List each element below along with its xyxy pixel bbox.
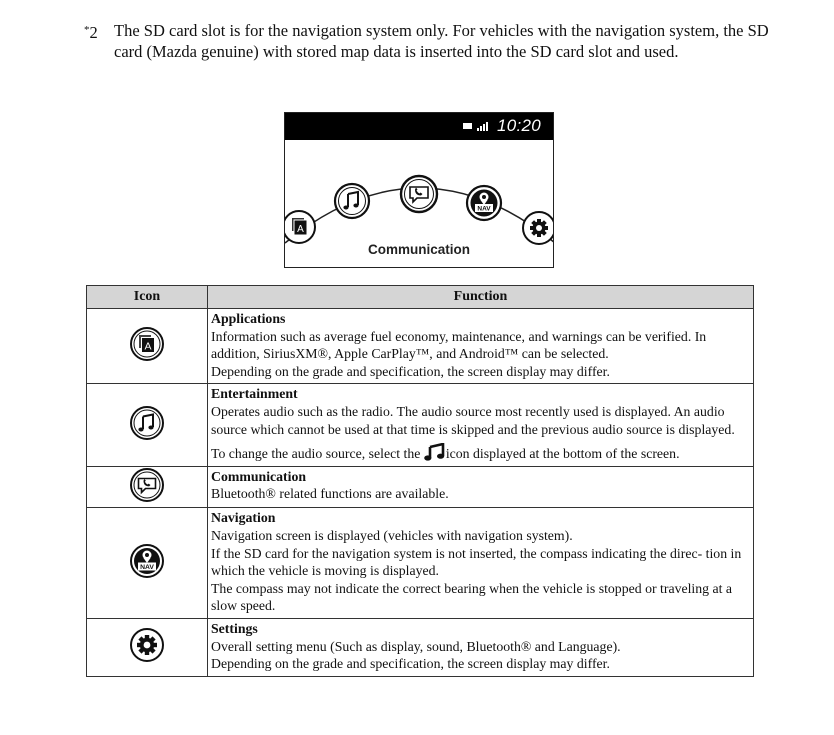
table-row xyxy=(87,384,754,466)
phone-icon xyxy=(129,467,165,503)
function-text: Navigation screen is displayed (vehicles with navigation system). xyxy=(211,527,573,543)
applications-icon xyxy=(129,326,165,362)
icon-column-header: Icon xyxy=(87,286,208,309)
icon-cell xyxy=(87,508,208,619)
function-cell xyxy=(208,309,754,384)
home-screen-illustration xyxy=(284,112,554,268)
function-text: Information such as average fuel economy, maintenance, and warnings can be verified. In addition, SiriusXM®, Apple CarPlay™, and Android™ can be selected. xyxy=(211,328,707,362)
music-note-icon xyxy=(424,443,446,461)
icon-cell xyxy=(87,384,208,466)
function-text: Operates audio such as the radio. The audio source most recently used is displayed. An audio source which cannot be used at that time is skipped and the previous audio source is displayed. xyxy=(211,403,735,437)
function-title: Settings xyxy=(211,620,258,636)
footnote-marker: *2 xyxy=(84,23,98,42)
table-row xyxy=(87,309,754,384)
svg-text:A: A xyxy=(144,340,152,353)
icon-cell xyxy=(87,618,208,676)
svg-text:NAV: NAV xyxy=(477,205,491,213)
footnote-text: The SD card slot is for the navigation system only. For vehicles with the navigation system, the SD card (Mazda genuine) with stored map data is inserted into the SD card slot and used. xyxy=(114,21,769,61)
function-title: Communication xyxy=(211,468,307,484)
gear-icon xyxy=(129,627,165,663)
svg-text:A: A xyxy=(297,224,304,235)
function-text: Depending on the grade and specification, the screen display may differ. xyxy=(211,363,610,379)
selected-menu-label: Communication xyxy=(367,242,470,257)
function-title: Entertainment xyxy=(211,386,298,402)
navigation-icon xyxy=(129,543,165,579)
svg-text:NAV: NAV xyxy=(140,563,154,571)
icon-cell xyxy=(87,466,208,508)
function-text: Depending on the grade and specification, the screen display may differ. xyxy=(211,656,610,672)
function-text: Bluetooth® related functions are available. xyxy=(211,486,449,502)
table-row xyxy=(87,618,754,676)
screen-phone-icon xyxy=(399,174,439,219)
screen-music-note-icon xyxy=(333,182,371,225)
table-row xyxy=(87,508,754,619)
function-cell xyxy=(208,508,754,619)
note-text-before: To change the audio source, select the xyxy=(211,446,424,462)
icon-function-table xyxy=(86,285,754,677)
function-cell xyxy=(208,618,754,676)
music-note-icon xyxy=(129,405,165,441)
function-title: Applications xyxy=(211,311,286,326)
function-title: Navigation xyxy=(211,510,276,526)
function-cell xyxy=(208,384,754,466)
function-column-header: Function xyxy=(208,286,754,309)
clock: 10:20 xyxy=(496,116,541,135)
note-text-after: icon displayed at the bottom of the screen. xyxy=(445,446,680,462)
table-row xyxy=(87,466,754,508)
function-cell xyxy=(208,466,754,508)
function-text: Overall setting menu (Such as display, sound, Bluetooth® and Language). xyxy=(211,638,621,654)
icon-cell xyxy=(87,309,208,384)
table-header-row xyxy=(87,286,754,309)
function-text: The compass may not indicate the correct bearing when the vehicle is stopped or traveling at a slow speed. xyxy=(211,580,733,614)
function-text: If the SD card for the navigation system is not inserted, the compass indicating the direc- tion in which the vehicle is moving is displayed. xyxy=(211,545,742,579)
screen-navigation-icon xyxy=(465,184,503,227)
function-note xyxy=(211,443,750,463)
